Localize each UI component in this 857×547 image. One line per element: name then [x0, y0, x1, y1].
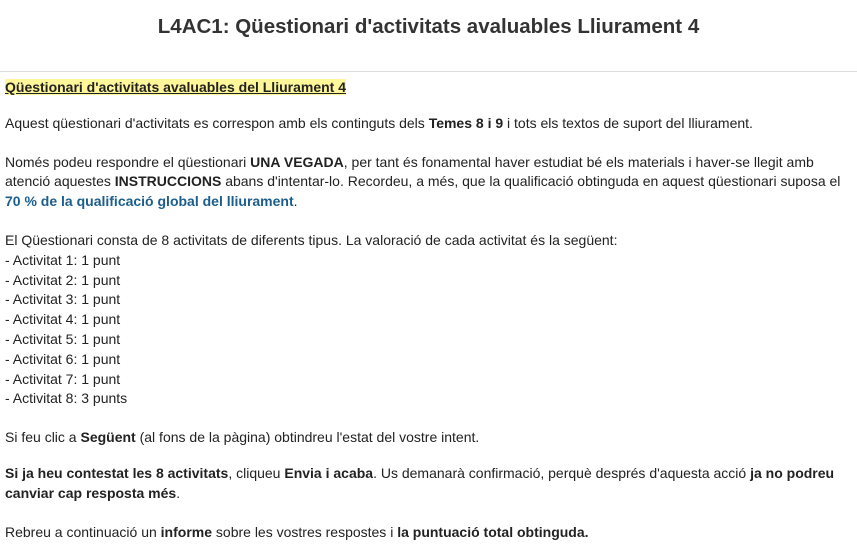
submit-warning: ja no podreu canviar cap resposta més — [5, 464, 835, 501]
intro-text-1: Aquest qüestionari d'activitats es correspon amb els continguts dels — [5, 114, 429, 131]
report-text-1: Rebreu a continuació un — [5, 523, 161, 540]
activity-item: - Activitat 5: 1 punt — [5, 330, 121, 347]
rules-text-3: abans d'intentar-lo. Recordeu, a més, que la qualificació obtinguda en aquest qüestionari suposa el — [221, 173, 841, 190]
report-informe: informe — [160, 523, 213, 540]
next-text-1: Si feu clic a — [5, 429, 81, 446]
report-score: la puntuació total obtinguda. — [397, 523, 589, 540]
section-heading — [5, 78, 853, 98]
activity-item: - Activitat 6: 1 punt — [5, 350, 121, 367]
submit-text-2: . Us demanarà confirmació, perquè després d'aquesta acció — [373, 464, 751, 481]
activity-item: - Activitat 3: 1 punt — [5, 291, 121, 308]
header-divider — [0, 71, 857, 72]
activity-list — [5, 251, 853, 409]
submit-condition: Si ja heu contestat les 8 activitats — [5, 464, 229, 481]
rules-instructions: INSTRUCCIONS — [114, 173, 222, 190]
submit-text-3: . — [176, 484, 181, 501]
submit-paragraph — [5, 464, 853, 504]
report-text-2: sobre les vostres respostes i — [212, 523, 398, 540]
activity-item: - Activitat 2: 1 punt — [5, 271, 121, 288]
next-text-2: (al fons de la pàgina) obtindreu l'estat del vostre intent. — [135, 429, 480, 446]
page-title: L4AC1: Qüestionari d'activitats avaluables Lliurament 4 — [157, 15, 700, 38]
intro-topics: Temes 8 i 9 — [428, 114, 504, 131]
activity-item: - Activitat 1: 1 punt — [5, 251, 121, 268]
next-label: Següent — [80, 429, 136, 446]
rules-text-2: , per tant és fonamental haver estudiat bé els materials i haver-se llegit amb atenció aquestes — [5, 153, 814, 190]
rules-text-1: Només podeu respondre el qüestionari — [5, 153, 251, 170]
rules-once: UNA VEGADA — [250, 153, 344, 170]
activity-item: - Activitat 4: 1 punt — [5, 311, 121, 328]
composition-intro: El Qüestionari consta de 8 activitats de diferents tipus. La valoració de cada activitat és la següent: — [5, 231, 618, 248]
section-heading-text: Qüestionari d'activitats avaluables del Lliurament 4 — [5, 79, 346, 95]
activity-item: - Activitat 7: 1 punt — [5, 370, 121, 387]
intro-paragraph — [5, 114, 853, 134]
instructions-content — [5, 78, 853, 542]
intro-text-2: i tots els textos de suport del lliurament. — [503, 114, 753, 131]
rules-text-4: . — [293, 193, 298, 210]
report-paragraph — [5, 523, 853, 543]
activity-item: - Activitat 8: 3 punts — [5, 390, 128, 407]
next-paragraph — [5, 428, 853, 448]
submit-text-1: , cliqueu — [228, 464, 285, 481]
rules-grade-weight: 70 % de la qualificació global del lliurament — [5, 193, 294, 210]
rules-paragraph — [5, 153, 853, 212]
submit-label: Envia i acaba — [284, 464, 374, 481]
